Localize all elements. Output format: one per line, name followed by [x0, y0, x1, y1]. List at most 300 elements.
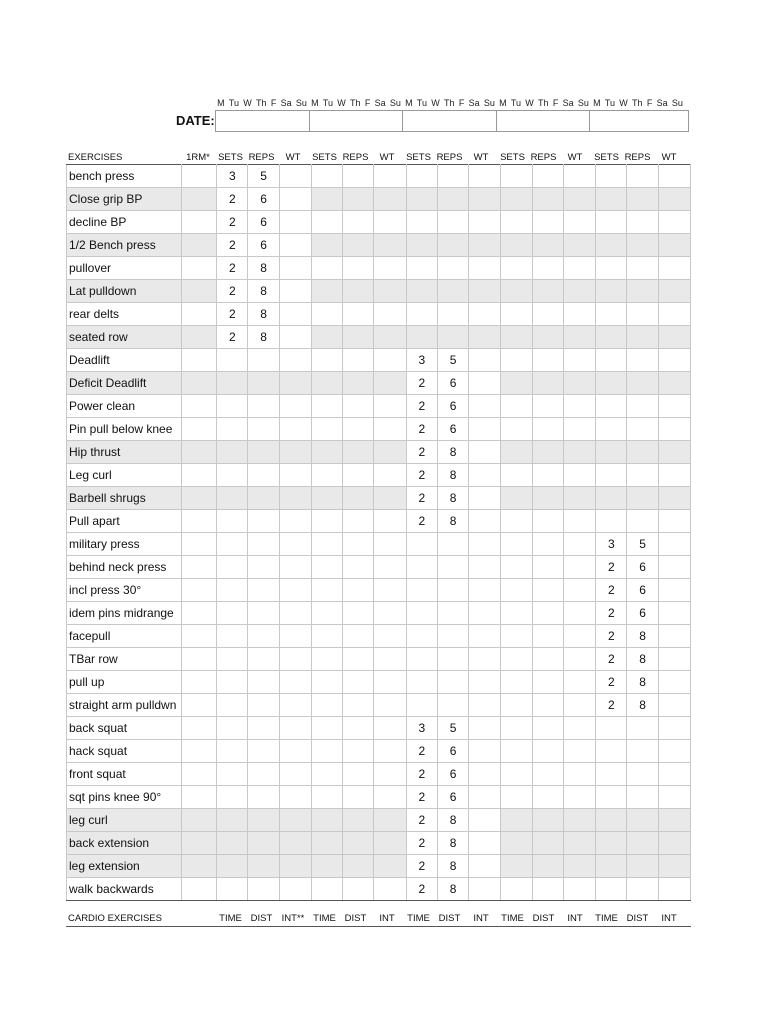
sets-cell[interactable]: [406, 326, 437, 349]
sets-cell[interactable]: [217, 740, 248, 763]
weight-cell[interactable]: [279, 487, 311, 510]
reps-cell[interactable]: [437, 579, 468, 602]
reps-cell[interactable]: [532, 533, 563, 556]
weight-cell[interactable]: [374, 809, 406, 832]
sets-cell[interactable]: [311, 464, 342, 487]
sets-cell[interactable]: [596, 280, 627, 303]
sets-cell[interactable]: 2: [406, 487, 437, 510]
reps-cell[interactable]: [248, 441, 279, 464]
sets-cell[interactable]: [596, 234, 627, 257]
weight-cell[interactable]: [374, 717, 406, 740]
weight-cell[interactable]: [279, 717, 311, 740]
reps-cell[interactable]: 8: [627, 625, 658, 648]
weight-cell[interactable]: [469, 487, 501, 510]
sets-cell[interactable]: [217, 832, 248, 855]
sets-cell[interactable]: [501, 372, 532, 395]
reps-cell[interactable]: [343, 740, 374, 763]
reps-cell[interactable]: [248, 349, 279, 372]
reps-cell[interactable]: [532, 326, 563, 349]
reps-cell[interactable]: [343, 510, 374, 533]
sets-cell[interactable]: [406, 671, 437, 694]
sets-cell[interactable]: [217, 349, 248, 372]
reps-cell[interactable]: [627, 418, 658, 441]
one-rm-cell[interactable]: [181, 418, 216, 441]
sets-cell[interactable]: 2: [406, 878, 437, 901]
weight-cell[interactable]: [563, 349, 595, 372]
weight-cell[interactable]: [563, 303, 595, 326]
sets-cell[interactable]: 2: [596, 556, 627, 579]
reps-cell[interactable]: [627, 464, 658, 487]
weight-cell[interactable]: [469, 372, 501, 395]
weight-cell[interactable]: [279, 740, 311, 763]
sets-cell[interactable]: [217, 418, 248, 441]
weight-cell[interactable]: [469, 855, 501, 878]
weight-cell[interactable]: [469, 211, 501, 234]
reps-cell[interactable]: [627, 510, 658, 533]
reps-cell[interactable]: [437, 326, 468, 349]
sets-cell[interactable]: [406, 648, 437, 671]
weight-cell[interactable]: [469, 234, 501, 257]
weight-cell[interactable]: [374, 786, 406, 809]
weight-cell[interactable]: [279, 648, 311, 671]
sets-cell[interactable]: [501, 418, 532, 441]
sets-cell[interactable]: [311, 188, 342, 211]
sets-cell[interactable]: [501, 280, 532, 303]
weight-cell[interactable]: [563, 671, 595, 694]
weight-cell[interactable]: [563, 694, 595, 717]
sets-cell[interactable]: 3: [406, 717, 437, 740]
sets-cell[interactable]: [311, 349, 342, 372]
weight-cell[interactable]: [279, 349, 311, 372]
weight-cell[interactable]: [658, 280, 690, 303]
reps-cell[interactable]: 6: [627, 556, 658, 579]
sets-cell[interactable]: [596, 717, 627, 740]
weight-cell[interactable]: [563, 326, 595, 349]
sets-cell[interactable]: [501, 579, 532, 602]
weight-cell[interactable]: [658, 372, 690, 395]
sets-cell[interactable]: [501, 740, 532, 763]
weight-cell[interactable]: [374, 441, 406, 464]
reps-cell[interactable]: [437, 234, 468, 257]
sets-cell[interactable]: [501, 855, 532, 878]
reps-cell[interactable]: [532, 740, 563, 763]
reps-cell[interactable]: [627, 763, 658, 786]
sets-cell[interactable]: [596, 165, 627, 188]
sets-cell[interactable]: 2: [217, 280, 248, 303]
sets-cell[interactable]: [217, 533, 248, 556]
weight-cell[interactable]: [658, 234, 690, 257]
weight-cell[interactable]: [469, 165, 501, 188]
weight-cell[interactable]: [374, 234, 406, 257]
reps-cell[interactable]: [248, 533, 279, 556]
weight-cell[interactable]: [658, 326, 690, 349]
weight-cell[interactable]: [469, 763, 501, 786]
sets-cell[interactable]: 2: [217, 257, 248, 280]
sets-cell[interactable]: 2: [406, 809, 437, 832]
sets-cell[interactable]: [406, 625, 437, 648]
reps-cell[interactable]: [343, 464, 374, 487]
sets-cell[interactable]: [501, 464, 532, 487]
sets-cell[interactable]: 2: [406, 510, 437, 533]
one-rm-cell[interactable]: [181, 487, 216, 510]
weight-cell[interactable]: [279, 786, 311, 809]
sets-cell[interactable]: [501, 510, 532, 533]
reps-cell[interactable]: [343, 441, 374, 464]
weight-cell[interactable]: [658, 188, 690, 211]
weight-cell[interactable]: [658, 809, 690, 832]
weight-cell[interactable]: [563, 717, 595, 740]
sets-cell[interactable]: [501, 763, 532, 786]
weight-cell[interactable]: [279, 441, 311, 464]
sets-cell[interactable]: [311, 165, 342, 188]
reps-cell[interactable]: [627, 188, 658, 211]
reps-cell[interactable]: [248, 372, 279, 395]
sets-cell[interactable]: [311, 602, 342, 625]
reps-cell[interactable]: [627, 211, 658, 234]
weight-cell[interactable]: [469, 280, 501, 303]
weight-cell[interactable]: [374, 257, 406, 280]
reps-cell[interactable]: [248, 832, 279, 855]
sets-cell[interactable]: [501, 556, 532, 579]
sets-cell[interactable]: 2: [596, 648, 627, 671]
one-rm-cell[interactable]: [181, 832, 216, 855]
weight-cell[interactable]: [658, 855, 690, 878]
reps-cell[interactable]: 5: [248, 165, 279, 188]
reps-cell[interactable]: [343, 832, 374, 855]
reps-cell[interactable]: [532, 303, 563, 326]
reps-cell[interactable]: [532, 809, 563, 832]
weight-cell[interactable]: [374, 510, 406, 533]
sets-cell[interactable]: [217, 717, 248, 740]
sets-cell[interactable]: [596, 832, 627, 855]
reps-cell[interactable]: [532, 855, 563, 878]
weight-cell[interactable]: [279, 625, 311, 648]
weight-cell[interactable]: [658, 694, 690, 717]
weight-cell[interactable]: [658, 786, 690, 809]
sets-cell[interactable]: [311, 257, 342, 280]
sets-cell[interactable]: 2: [406, 418, 437, 441]
weight-cell[interactable]: [279, 602, 311, 625]
reps-cell[interactable]: [627, 832, 658, 855]
sets-cell[interactable]: 2: [596, 625, 627, 648]
reps-cell[interactable]: [437, 211, 468, 234]
sets-cell[interactable]: 2: [217, 234, 248, 257]
weight-cell[interactable]: [279, 280, 311, 303]
sets-cell[interactable]: [217, 671, 248, 694]
weight-cell[interactable]: [658, 740, 690, 763]
reps-cell[interactable]: [343, 602, 374, 625]
weight-cell[interactable]: [563, 257, 595, 280]
weight-cell[interactable]: [279, 510, 311, 533]
weight-cell[interactable]: [658, 165, 690, 188]
reps-cell[interactable]: [532, 671, 563, 694]
reps-cell[interactable]: [343, 211, 374, 234]
date-field-1[interactable]: [216, 111, 310, 131]
sets-cell[interactable]: [311, 303, 342, 326]
sets-cell[interactable]: [217, 487, 248, 510]
weight-cell[interactable]: [563, 855, 595, 878]
weight-cell[interactable]: [374, 625, 406, 648]
sets-cell[interactable]: [311, 694, 342, 717]
weight-cell[interactable]: [374, 487, 406, 510]
date-field-3[interactable]: [403, 111, 497, 131]
weight-cell[interactable]: [279, 694, 311, 717]
sets-cell[interactable]: 2: [217, 303, 248, 326]
sets-cell[interactable]: 2: [217, 326, 248, 349]
reps-cell[interactable]: [248, 809, 279, 832]
reps-cell[interactable]: [627, 786, 658, 809]
weight-cell[interactable]: [374, 418, 406, 441]
weight-cell[interactable]: [469, 809, 501, 832]
date-field-5[interactable]: [590, 111, 688, 131]
weight-cell[interactable]: [279, 257, 311, 280]
weight-cell[interactable]: [658, 763, 690, 786]
sets-cell[interactable]: [406, 165, 437, 188]
weight-cell[interactable]: [658, 211, 690, 234]
reps-cell[interactable]: [532, 280, 563, 303]
sets-cell[interactable]: [501, 349, 532, 372]
weight-cell[interactable]: [469, 717, 501, 740]
weight-cell[interactable]: [374, 671, 406, 694]
reps-cell[interactable]: [248, 786, 279, 809]
sets-cell[interactable]: [406, 602, 437, 625]
sets-cell[interactable]: 2: [217, 211, 248, 234]
reps-cell[interactable]: [343, 326, 374, 349]
weight-cell[interactable]: [374, 533, 406, 556]
sets-cell[interactable]: [311, 579, 342, 602]
weight-cell[interactable]: [469, 786, 501, 809]
weight-cell[interactable]: [469, 579, 501, 602]
sets-cell[interactable]: [501, 441, 532, 464]
reps-cell[interactable]: [437, 602, 468, 625]
sets-cell[interactable]: [311, 211, 342, 234]
reps-cell[interactable]: 6: [627, 602, 658, 625]
weight-cell[interactable]: [469, 878, 501, 901]
weight-cell[interactable]: [374, 648, 406, 671]
weight-cell[interactable]: [374, 763, 406, 786]
one-rm-cell[interactable]: [181, 786, 216, 809]
sets-cell[interactable]: [596, 372, 627, 395]
reps-cell[interactable]: [532, 395, 563, 418]
weight-cell[interactable]: [563, 418, 595, 441]
reps-cell[interactable]: 6: [248, 188, 279, 211]
weight-cell[interactable]: [563, 464, 595, 487]
reps-cell[interactable]: [532, 694, 563, 717]
weight-cell[interactable]: [658, 625, 690, 648]
reps-cell[interactable]: 8: [437, 809, 468, 832]
sets-cell[interactable]: [217, 694, 248, 717]
one-rm-cell[interactable]: [181, 326, 216, 349]
reps-cell[interactable]: [437, 257, 468, 280]
sets-cell[interactable]: [501, 326, 532, 349]
weight-cell[interactable]: [374, 211, 406, 234]
sets-cell[interactable]: [406, 533, 437, 556]
sets-cell[interactable]: [311, 832, 342, 855]
sets-cell[interactable]: [217, 648, 248, 671]
sets-cell[interactable]: [501, 487, 532, 510]
weight-cell[interactable]: [374, 740, 406, 763]
reps-cell[interactable]: [627, 717, 658, 740]
weight-cell[interactable]: [469, 832, 501, 855]
one-rm-cell[interactable]: [181, 464, 216, 487]
weight-cell[interactable]: [374, 349, 406, 372]
sets-cell[interactable]: [406, 211, 437, 234]
reps-cell[interactable]: [343, 234, 374, 257]
sets-cell[interactable]: [217, 786, 248, 809]
reps-cell[interactable]: [627, 809, 658, 832]
reps-cell[interactable]: [343, 671, 374, 694]
weight-cell[interactable]: [279, 372, 311, 395]
sets-cell[interactable]: 2: [406, 372, 437, 395]
reps-cell[interactable]: 8: [248, 303, 279, 326]
weight-cell[interactable]: [658, 648, 690, 671]
reps-cell[interactable]: 5: [437, 717, 468, 740]
sets-cell[interactable]: 3: [406, 349, 437, 372]
reps-cell[interactable]: [343, 303, 374, 326]
one-rm-cell[interactable]: [181, 257, 216, 280]
reps-cell[interactable]: [532, 579, 563, 602]
weight-cell[interactable]: [469, 464, 501, 487]
weight-cell[interactable]: [279, 326, 311, 349]
one-rm-cell[interactable]: [181, 855, 216, 878]
sets-cell[interactable]: [501, 188, 532, 211]
one-rm-cell[interactable]: [181, 763, 216, 786]
one-rm-cell[interactable]: [181, 395, 216, 418]
sets-cell[interactable]: [406, 303, 437, 326]
sets-cell[interactable]: [596, 763, 627, 786]
weight-cell[interactable]: [469, 326, 501, 349]
reps-cell[interactable]: [627, 326, 658, 349]
sets-cell[interactable]: [217, 625, 248, 648]
one-rm-cell[interactable]: [181, 556, 216, 579]
weight-cell[interactable]: [469, 510, 501, 533]
reps-cell[interactable]: [437, 280, 468, 303]
one-rm-cell[interactable]: [181, 165, 216, 188]
sets-cell[interactable]: 2: [596, 694, 627, 717]
weight-cell[interactable]: [279, 855, 311, 878]
weight-cell[interactable]: [374, 326, 406, 349]
reps-cell[interactable]: 8: [437, 441, 468, 464]
reps-cell[interactable]: [248, 671, 279, 694]
reps-cell[interactable]: 8: [627, 694, 658, 717]
weight-cell[interactable]: [563, 234, 595, 257]
reps-cell[interactable]: 6: [248, 234, 279, 257]
reps-cell[interactable]: 8: [627, 648, 658, 671]
reps-cell[interactable]: [437, 188, 468, 211]
one-rm-cell[interactable]: [181, 441, 216, 464]
reps-cell[interactable]: [343, 625, 374, 648]
weight-cell[interactable]: [469, 671, 501, 694]
reps-cell[interactable]: [627, 487, 658, 510]
reps-cell[interactable]: 8: [437, 464, 468, 487]
reps-cell[interactable]: [532, 763, 563, 786]
reps-cell[interactable]: [532, 625, 563, 648]
reps-cell[interactable]: [532, 832, 563, 855]
weight-cell[interactable]: [469, 418, 501, 441]
sets-cell[interactable]: 2: [406, 786, 437, 809]
weight-cell[interactable]: [658, 464, 690, 487]
reps-cell[interactable]: [248, 855, 279, 878]
reps-cell[interactable]: [532, 441, 563, 464]
one-rm-cell[interactable]: [181, 809, 216, 832]
weight-cell[interactable]: [279, 809, 311, 832]
reps-cell[interactable]: [627, 740, 658, 763]
reps-cell[interactable]: [343, 349, 374, 372]
reps-cell[interactable]: [627, 395, 658, 418]
weight-cell[interactable]: [469, 303, 501, 326]
reps-cell[interactable]: [627, 234, 658, 257]
sets-cell[interactable]: 3: [596, 533, 627, 556]
reps-cell[interactable]: [343, 694, 374, 717]
sets-cell[interactable]: [311, 878, 342, 901]
sets-cell[interactable]: [311, 372, 342, 395]
weight-cell[interactable]: [658, 349, 690, 372]
one-rm-cell[interactable]: [181, 579, 216, 602]
reps-cell[interactable]: [437, 694, 468, 717]
weight-cell[interactable]: [658, 441, 690, 464]
reps-cell[interactable]: [627, 349, 658, 372]
sets-cell[interactable]: [501, 786, 532, 809]
reps-cell[interactable]: [248, 602, 279, 625]
reps-cell[interactable]: [343, 786, 374, 809]
weight-cell[interactable]: [374, 165, 406, 188]
sets-cell[interactable]: [596, 418, 627, 441]
reps-cell[interactable]: [343, 878, 374, 901]
reps-cell[interactable]: [248, 510, 279, 533]
weight-cell[interactable]: [469, 533, 501, 556]
sets-cell[interactable]: [501, 694, 532, 717]
weight-cell[interactable]: [563, 579, 595, 602]
sets-cell[interactable]: [217, 855, 248, 878]
sets-cell[interactable]: [217, 579, 248, 602]
reps-cell[interactable]: [437, 556, 468, 579]
reps-cell[interactable]: 8: [627, 671, 658, 694]
reps-cell[interactable]: [532, 257, 563, 280]
reps-cell[interactable]: [343, 809, 374, 832]
sets-cell[interactable]: [406, 257, 437, 280]
reps-cell[interactable]: 6: [437, 418, 468, 441]
reps-cell[interactable]: [343, 165, 374, 188]
reps-cell[interactable]: [248, 878, 279, 901]
weight-cell[interactable]: [374, 372, 406, 395]
sets-cell[interactable]: [311, 441, 342, 464]
sets-cell[interactable]: 2: [406, 832, 437, 855]
reps-cell[interactable]: 8: [437, 878, 468, 901]
one-rm-cell[interactable]: [181, 533, 216, 556]
sets-cell[interactable]: [311, 809, 342, 832]
sets-cell[interactable]: [501, 257, 532, 280]
sets-cell[interactable]: [596, 303, 627, 326]
sets-cell[interactable]: [596, 878, 627, 901]
weight-cell[interactable]: [279, 832, 311, 855]
sets-cell[interactable]: [311, 648, 342, 671]
reps-cell[interactable]: [343, 648, 374, 671]
weight-cell[interactable]: [658, 579, 690, 602]
reps-cell[interactable]: [532, 464, 563, 487]
reps-cell[interactable]: [343, 188, 374, 211]
weight-cell[interactable]: [563, 211, 595, 234]
weight-cell[interactable]: [374, 395, 406, 418]
reps-cell[interactable]: [248, 648, 279, 671]
one-rm-cell[interactable]: [181, 648, 216, 671]
reps-cell[interactable]: 8: [248, 257, 279, 280]
weight-cell[interactable]: [279, 211, 311, 234]
reps-cell[interactable]: 8: [248, 280, 279, 303]
reps-cell[interactable]: 6: [437, 786, 468, 809]
sets-cell[interactable]: [311, 418, 342, 441]
one-rm-cell[interactable]: [181, 280, 216, 303]
weight-cell[interactable]: [374, 303, 406, 326]
